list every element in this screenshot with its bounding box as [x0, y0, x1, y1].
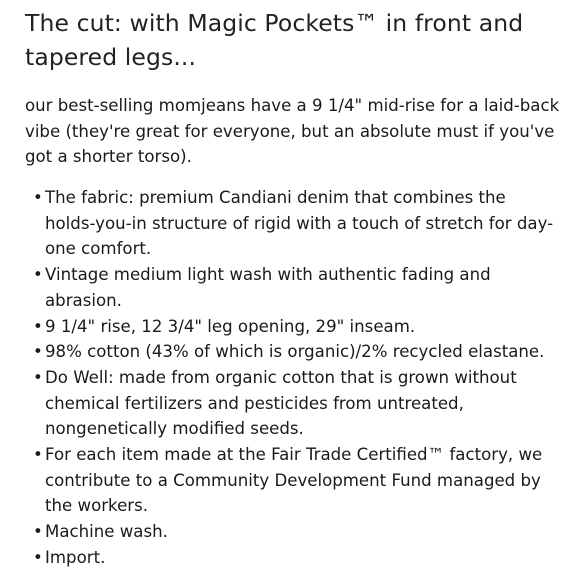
list-item-text: Import.	[45, 547, 106, 567]
list-item	[0, 442, 580, 519]
list-item-text: 98% cotton (43% of which is organic)/2% recycled elastane.	[45, 342, 545, 362]
bullet-icon: •	[33, 316, 43, 336]
list-item-text: Vintage medium light wash with authentic fading and abrasion.	[45, 265, 491, 310]
list-item	[0, 314, 580, 340]
list-item	[0, 185, 580, 262]
bullet-icon: •	[33, 367, 43, 387]
list-item-text: The fabric: premium Candiani denim that combines the holds-you-in structure of rigid with a touch of stretch for day-one comfort.	[45, 188, 554, 259]
list-item	[0, 262, 580, 313]
bullet-icon: •	[33, 342, 43, 362]
list-item-text: Do Well: made from organic cotton that is grown without chemical fertilizers and pesticides from untreated, nongenetically modified seeds.	[45, 367, 517, 439]
bullet-icon: •	[33, 547, 43, 567]
list-item	[0, 365, 580, 442]
feature-list	[0, 185, 580, 571]
list-item-text: 9 1/4" rise, 12 3/4" leg opening, 29" inseam.	[45, 316, 416, 336]
list-item	[0, 519, 580, 545]
list-item	[0, 545, 580, 571]
intro-paragraph: our best-selling momjeans have a 9 1/4" mid-rise for a laid-back vibe (they're great for everyone, but an absolute must if you've got a shorter torso).	[25, 96, 560, 167]
bullet-icon: •	[33, 265, 43, 285]
bullet-icon: •	[33, 188, 43, 207]
list-item	[0, 339, 580, 365]
bullet-icon: •	[33, 522, 43, 542]
section-heading: The cut: with Magic Pockets™ in front and tapered legs...	[25, 9, 524, 71]
bullet-icon: •	[33, 445, 43, 465]
list-item-text: Machine wash.	[45, 522, 168, 542]
list-item-text: For each item made at the Fair Trade Certified™ factory, we contribute to a Community Development Fund managed by the workers.	[45, 445, 543, 516]
